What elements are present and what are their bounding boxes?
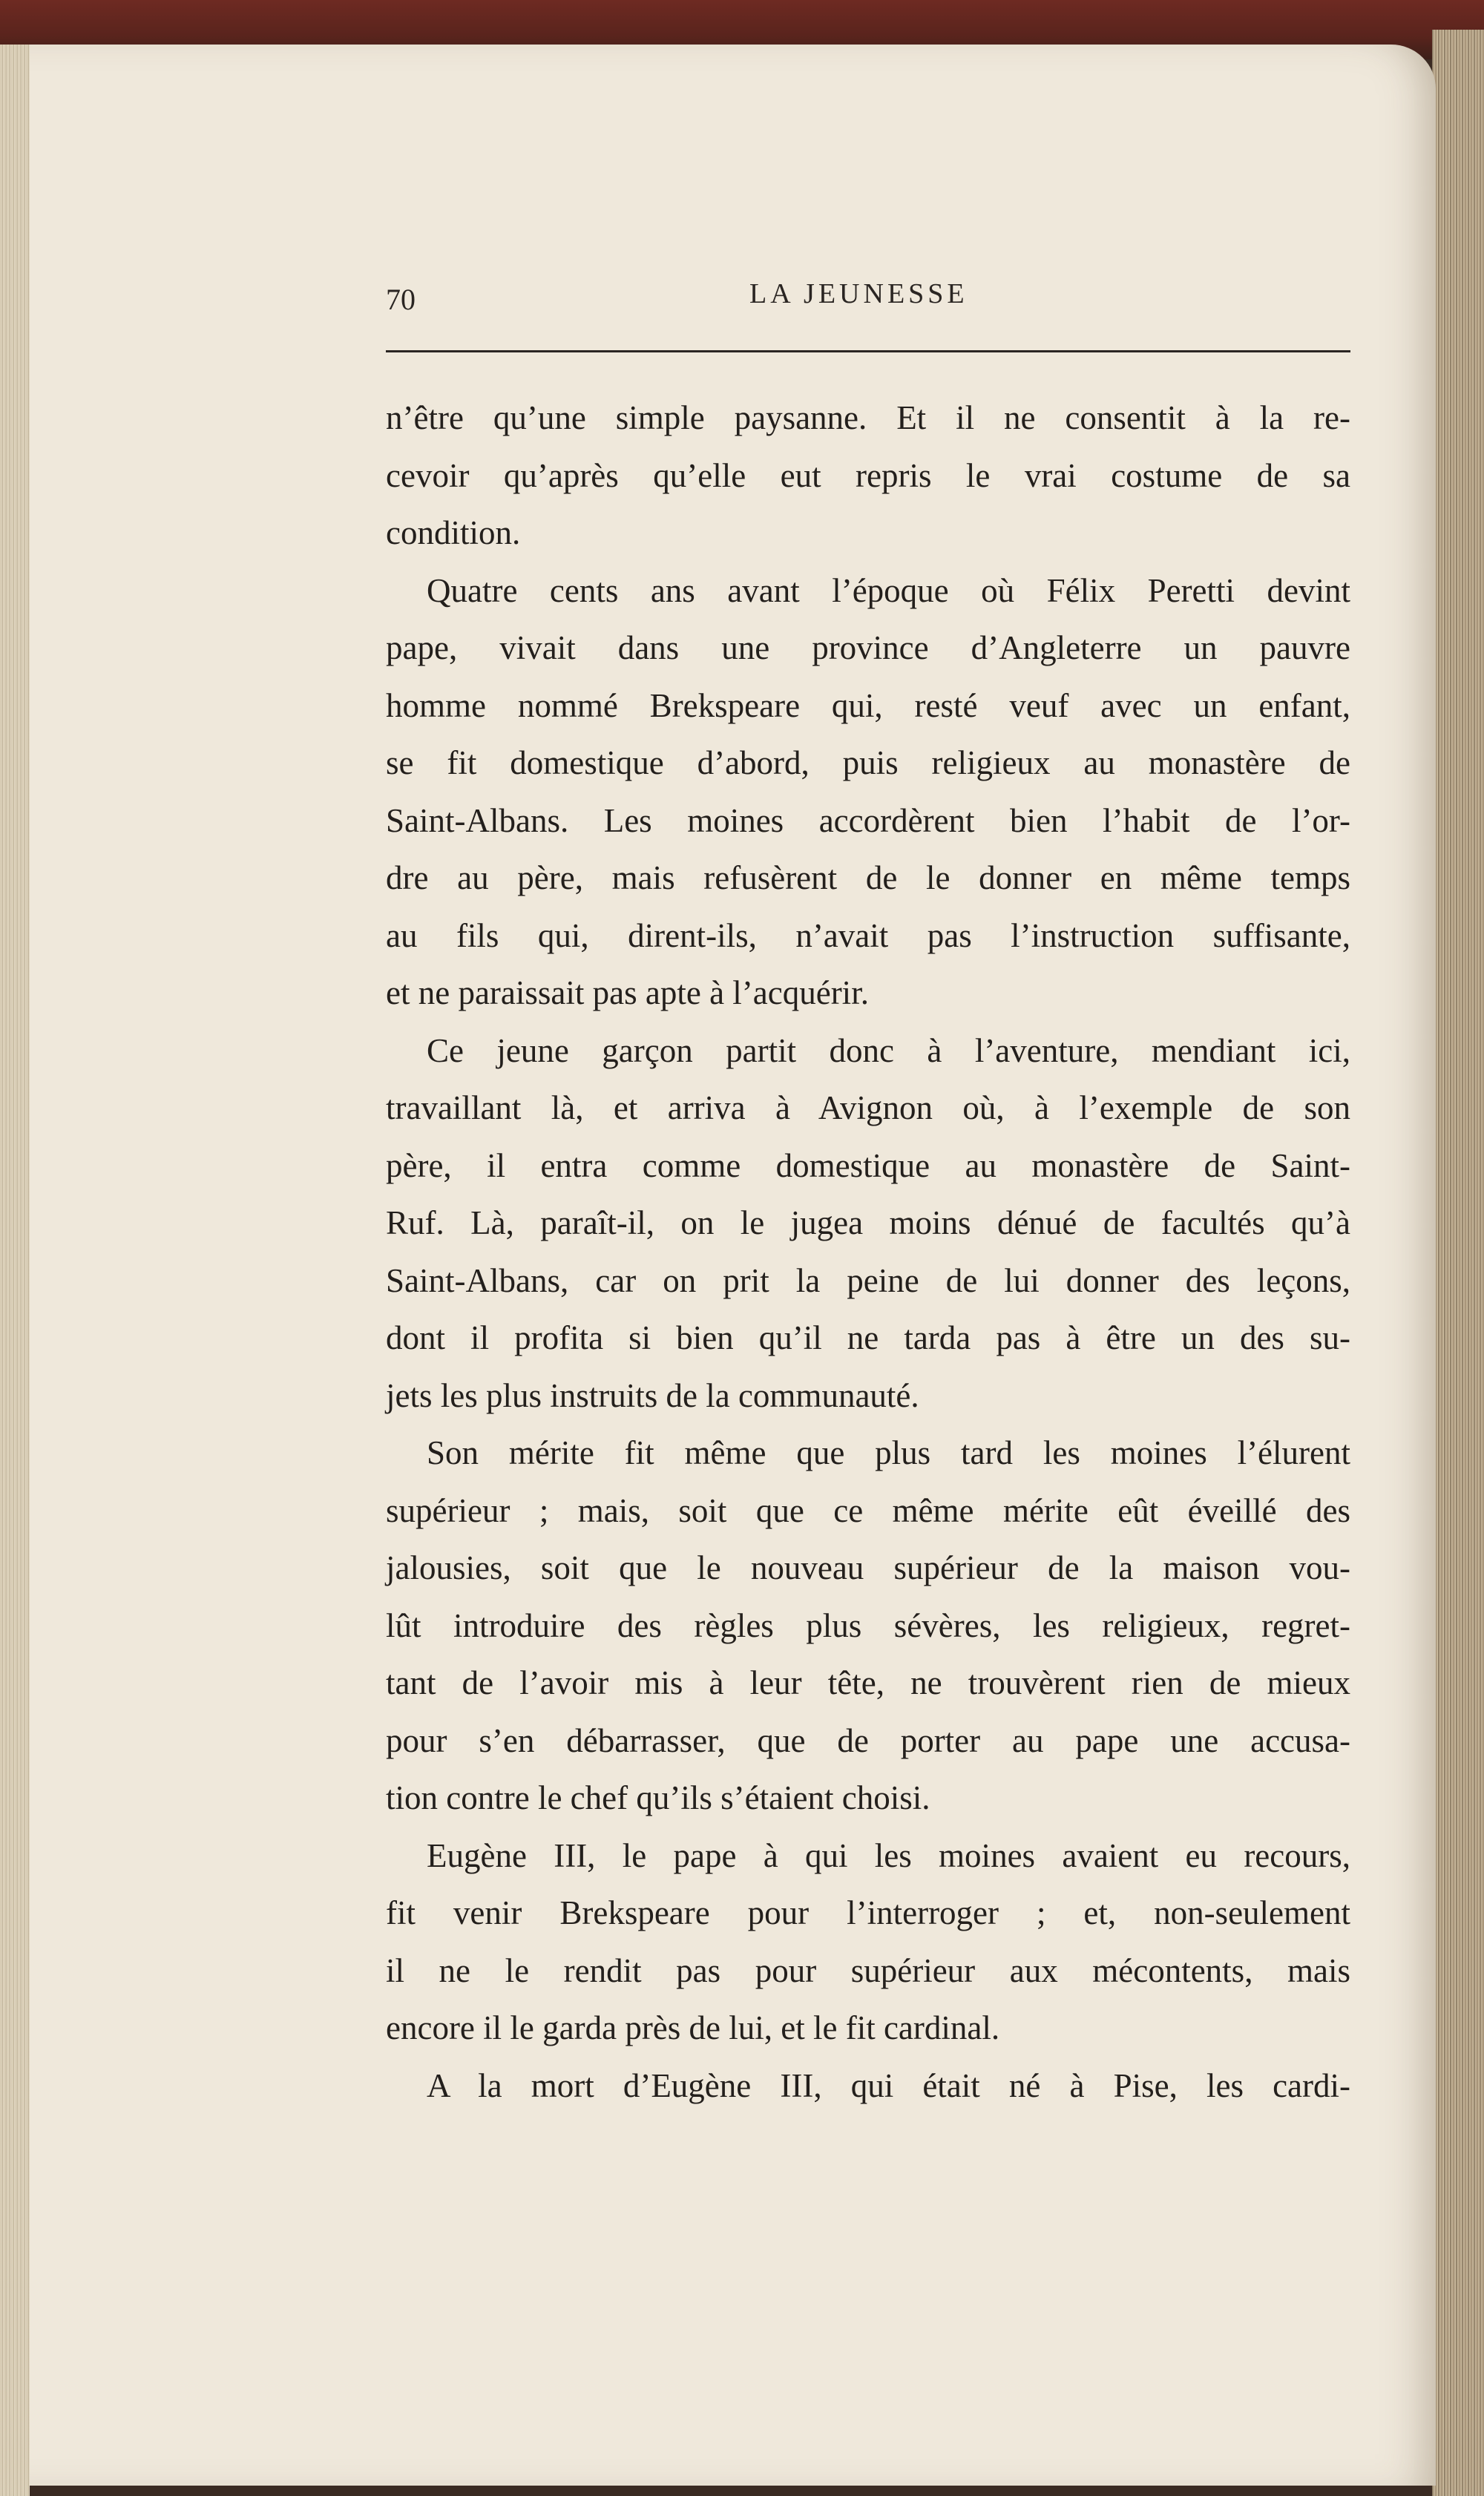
text-line: il ne le rendit pas pour supérieur aux mécontents, mais [386,1951,1350,1989]
page-number: 70 [386,283,416,316]
text-line: Ce jeune garçon partit donc à l’aventure, mendiant ici, [427,1031,1350,1069]
right-page-edges [1432,30,1484,2496]
text-line: tant de l’avoir mis à leur tête, ne trouvèrent rien de mieux [386,1664,1350,1701]
text-line: et ne paraissait pas apte à l’acquérir. [386,974,869,1011]
text-line: jalousies, soit que le nouveau supérieur de la maison vou- [386,1549,1350,1586]
text-line: homme nommé Brekspeare qui, resté veuf avec un enfant, [386,686,1350,724]
text-line: Saint-Albans. Les moines accordèrent bien l’habit de l’or- [386,801,1350,839]
text-line: cevoir qu’après qu’elle eut repris le vrai costume de sa [386,456,1350,494]
text-line: dre au père, mais refusèrent de le donner en même temps [386,859,1350,896]
text-line: n’être qu’une simple paysanne. Et il ne consentit à la re- [386,399,1350,436]
text-line: lût introduire des règles plus sévères, les religieux, regret- [386,1606,1350,1644]
running-head [386,278,1350,326]
text-line: père, il entra comme domestique au monastère de Saint- [386,1146,1350,1184]
text-line: Ruf. Là, paraît-il, on le jugea moins dénué de facultés qu’à [386,1204,1350,1241]
text-line: A la mort d’Eugène III, qui était né à Pise, les cardi- [427,2066,1350,2104]
text-line: encore il le garda près de lui, et le fit cardinal. [386,2009,1000,2046]
text-line: pour s’en débarrasser, que de porter au pape une accusa- [386,1721,1350,1759]
text-line: condition. [386,514,521,551]
text-line: supérieur ; mais, soit que ce même mérite eût éveillé des [386,1491,1350,1529]
text-line: Quatre cents ans avant l’époque où Félix Peretti devint [427,571,1350,609]
body-text [386,390,1350,2115]
running-head-title: LA JEUNESSE [749,278,968,309]
text-line: dont il profita si bien qu’il ne tarda pas à être un des su- [386,1319,1350,1356]
text-line: jets les plus instruits de la communauté. [386,1376,919,1414]
header-rule [386,350,1350,352]
text-line: Son mérite fit même que plus tard les moines l’élurent [427,1434,1350,1471]
left-page-edges [0,45,30,2496]
text-line: Saint-Albans, car on prit la peine de lui donner des leçons, [386,1261,1350,1299]
text-line: pape, vivait dans une province d’Angleterre un pauvre [386,629,1350,666]
text-line: fit venir Brekspeare pour l’interroger ; et, non-seulement [386,1894,1350,1931]
text-line: au fils qui, dirent-ils, n’avait pas l’instruction suffisante, [386,916,1350,954]
text-line: se fit domestique d’abord, puis religieux au monastère de [386,744,1350,781]
text-line: travaillant là, et arriva à Avignon où, à l’exemple de son [386,1089,1350,1126]
text-line: Eugène III, le pape à qui les moines avaient eu recours, [427,1836,1350,1874]
text-line: tion contre le chef qu’ils s’étaient choisi. [386,1779,930,1816]
